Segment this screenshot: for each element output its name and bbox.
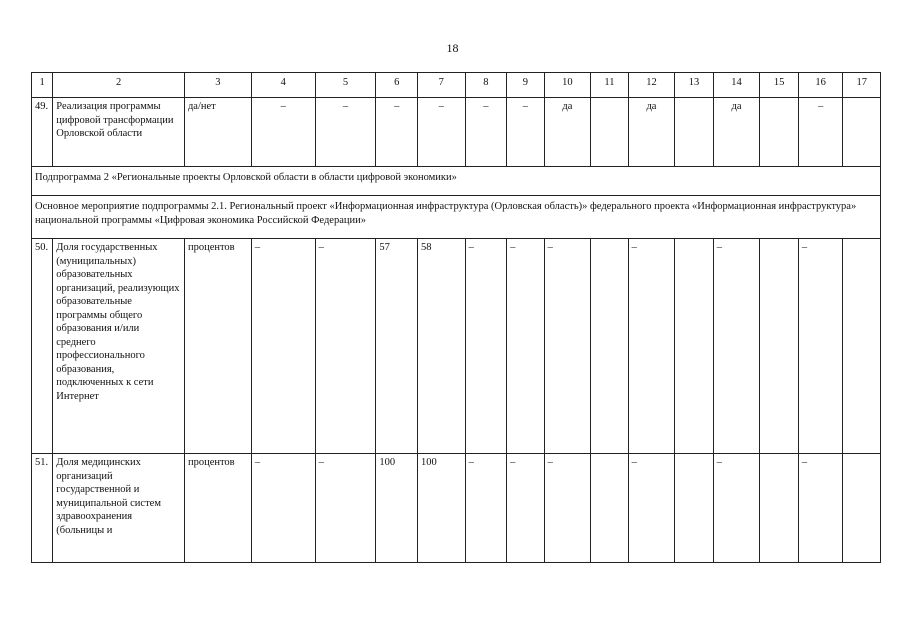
value-cell: [760, 239, 798, 454]
table-row: [32, 98, 881, 167]
header-cell: 10: [544, 73, 591, 98]
value-cell: [843, 239, 881, 454]
value-cell: –: [544, 454, 591, 563]
value-cell: да: [628, 98, 675, 167]
header-cell: 2: [53, 73, 185, 98]
value-cell: да: [544, 98, 591, 167]
value-cell: –: [251, 98, 315, 167]
header-cell: 5: [315, 73, 376, 98]
value-cell: [591, 454, 628, 563]
value-cell: –: [417, 98, 465, 167]
row-number: 51.: [32, 454, 53, 563]
header-cell: 11: [591, 73, 628, 98]
header-cell: 3: [184, 73, 251, 98]
value-cell: –: [628, 239, 675, 454]
value-cell: [675, 98, 713, 167]
row-number: 49.: [32, 98, 53, 167]
value-cell: –: [251, 239, 315, 454]
value-cell: –: [713, 454, 760, 563]
value-cell: –: [798, 454, 843, 563]
indicator-name: Реализация программы цифровой трансформации Орловской области: [53, 98, 185, 167]
header-cell: 9: [507, 73, 544, 98]
main-event-row: [32, 196, 881, 239]
value-cell: [591, 239, 628, 454]
indicator-name: Доля медицинских организаций государственной и муниципальной систем здравоохранения (больницы и: [53, 454, 185, 563]
value-cell: –: [628, 454, 675, 563]
value-cell: 57: [376, 239, 418, 454]
indicators-table: [31, 72, 881, 563]
value-cell: [843, 454, 881, 563]
unit-cell: да/нет: [184, 98, 251, 167]
value-cell: –: [507, 454, 544, 563]
value-cell: 100: [417, 454, 465, 563]
header-cell: 15: [760, 73, 798, 98]
header-cell: 16: [798, 73, 843, 98]
value-cell: –: [507, 239, 544, 454]
unit-cell: процентов: [184, 239, 251, 454]
header-cell: 4: [251, 73, 315, 98]
subprogram-title: Подпрограмма 2 «Региональные проекты Орловской области в области цифровой экономики»: [32, 167, 881, 196]
value-cell: [675, 239, 713, 454]
value-cell: –: [251, 454, 315, 563]
main-event-title: Основное мероприятие подпрограммы 2.1. Региональный проект «Информационная инфраструктура (Орловская область)» федерального проекта «Информационная инфраструктура» национальной программы «Цифровая экономика Российской Федерации»: [32, 196, 881, 239]
value-cell: –: [315, 98, 376, 167]
header-cell: 14: [713, 73, 760, 98]
value-cell: –: [544, 239, 591, 454]
value-cell: –: [465, 454, 507, 563]
value-cell: –: [376, 98, 418, 167]
header-row: [32, 73, 881, 98]
value-cell: –: [798, 98, 843, 167]
indicator-name: Доля государственных (муниципальных) образовательных организаций, реализующих образовательные программы общего образования и/или среднего профессионального образования, подключенных к сети Интернет: [53, 239, 185, 454]
header-cell: 7: [417, 73, 465, 98]
value-cell: 100: [376, 454, 418, 563]
header-cell: 1: [32, 73, 53, 98]
value-cell: –: [315, 454, 376, 563]
header-cell: 17: [843, 73, 881, 98]
value-cell: –: [713, 239, 760, 454]
value-cell: –: [465, 239, 507, 454]
value-cell: –: [315, 239, 376, 454]
value-cell: [843, 98, 881, 167]
header-cell: 13: [675, 73, 713, 98]
unit-cell: процентов: [184, 454, 251, 563]
value-cell: [760, 454, 798, 563]
page-number: 18: [446, 41, 459, 55]
value-cell: [591, 98, 628, 167]
subprogram-row: [32, 167, 881, 196]
header-cell: 6: [376, 73, 418, 98]
row-number: 50.: [32, 239, 53, 454]
value-cell: –: [507, 98, 544, 167]
header-cell: 8: [465, 73, 507, 98]
value-cell: да: [713, 98, 760, 167]
table-row: [32, 239, 881, 454]
table-row: [32, 454, 881, 563]
header-cell: 12: [628, 73, 675, 98]
value-cell: [675, 454, 713, 563]
value-cell: –: [798, 239, 843, 454]
value-cell: [760, 98, 798, 167]
value-cell: 58: [417, 239, 465, 454]
value-cell: –: [465, 98, 507, 167]
